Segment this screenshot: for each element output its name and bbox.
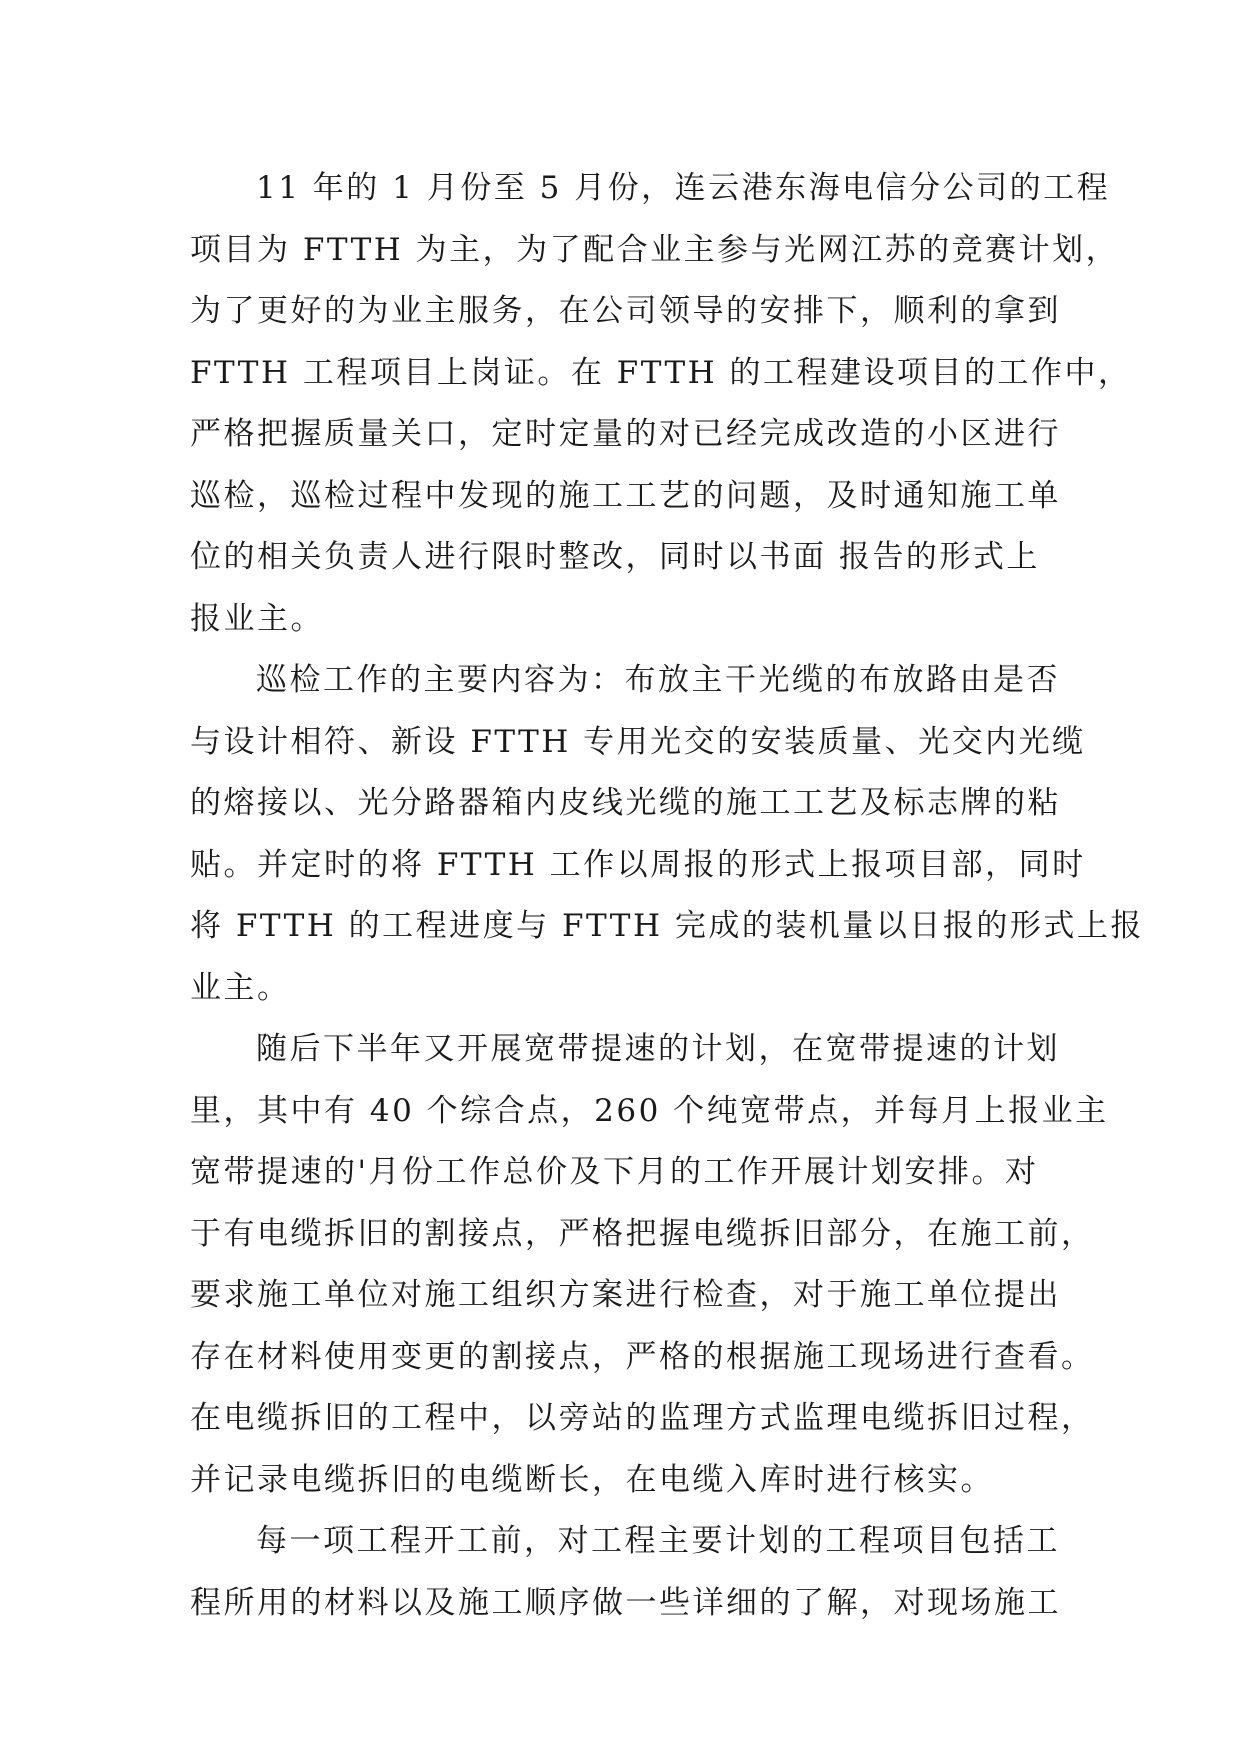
text-line: 报业主。 [190,600,324,637]
text-line: 巡检，巡检过程中发现的施工工艺的问题，及时通知施工单 [190,477,1061,514]
text-line: 位的相关负责人进行限时整改，同时以书面 报告的形式上 [190,539,1040,575]
text-line: 于有电缆拆旧的割接点，严格把握电缆拆旧部分，在施工前， [190,1215,1095,1252]
text-line: FTTH 工程项目上岗证。在 FTTH 的工程建设项目的工作中， [190,354,1132,391]
text-line: 与设计相符、新设 FTTH 专用光交的安装质量、光交内光缆 [190,723,1086,760]
text-line: 随后下半年又开展宽带提速的计划，在宽带提速的计划 [256,1031,1060,1067]
text-line: 项目为 FTTH 为主，为了配合业主参与光网江苏的竞赛计划， [190,231,1120,268]
text-line: 程所用的材料以及施工顺序做一些详细的了解，对现场施工 [190,1584,1061,1621]
text-line: 宽带提速的'月份工作总价及下月的工作开展计划安排。对 [190,1154,1039,1190]
text-line: 业主。 [190,969,291,1006]
text-line: 并记录电缆拆旧的电缆断长，在电缆入库时进行核实。 [190,1461,994,1498]
text-line: 11 年的 1 月份至 5 月份，连云港东海电信分公司的工程 [256,170,1111,206]
text-line: 要求施工单位对施工组织方案进行检查，对于施工单位提出 [190,1277,1061,1313]
paragraph-inspection-content [190,650,1144,1019]
text-line: 严格把握质量关口，定时定量的对已经完成改造的小区进行 [190,416,1061,452]
text-line: 每一项工程开工前，对工程主要计划的工程项目包括工 [256,1523,1060,1559]
text-line: 巡检工作的主要内容为：布放主干光缆的布放路由是否 [256,662,1060,698]
text-line: 在电缆拆旧的工程中，以旁站的监理方式监理电缆拆旧过程， [190,1400,1095,1436]
document-body [190,158,1144,1634]
text-line: 的熔接以、光分路器箱内皮线光缆的施工工艺及标志牌的粘 [190,785,1061,821]
paragraph-broadband-upgrade [190,1019,1109,1511]
text-line: 贴。并定时的将 FTTH 工作以周报的形式上报项目部，同时 [190,846,1086,883]
text-line: 里，其中有 40 个综合点，260 个纯宽带点，并每月上报业主 [190,1092,1109,1129]
text-line: 为了更好的为业主服务，在公司领导的安排下，顺利的拿到 [190,293,1061,329]
paragraph-ftth-project [190,158,1132,650]
text-line: 存在材料使用变更的割接点，严格的根据施工现场进行查看。 [190,1338,1095,1375]
text-line: 将 FTTH 的工程进度与 FTTH 完成的装机量以日报的形式上报 [190,908,1144,944]
paragraph-pre-construction [190,1511,1070,1634]
